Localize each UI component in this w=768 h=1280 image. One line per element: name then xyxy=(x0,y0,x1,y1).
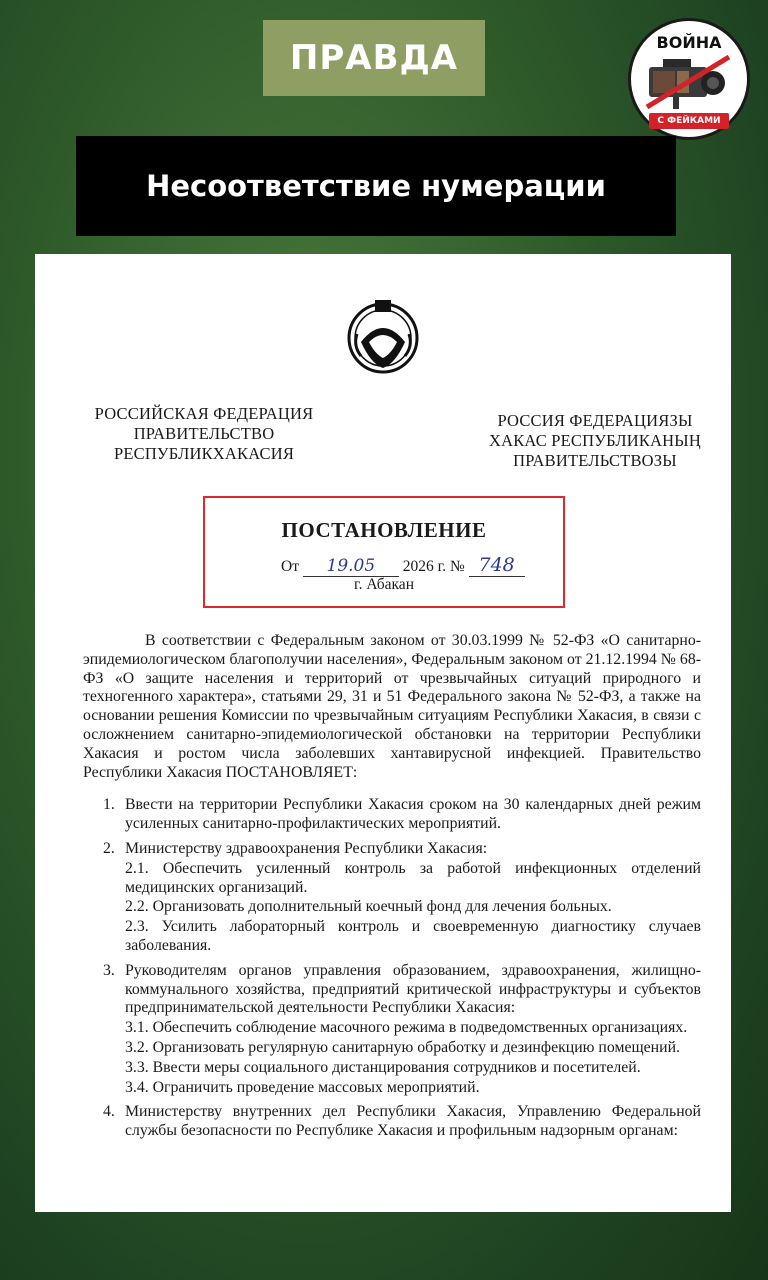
header-right-line: ХАКАС РЕСПУБЛИКАНЫҢ xyxy=(488,431,702,450)
item-text: Руководителям органов управления образованием, здравоохранения, жилищно-коммунального хозяйства, предприятий критической инфраструктуры и субъектов предпринимательской деятельности Республики Хакасия: xyxy=(125,961,701,1017)
item-text: Ввести на территории Республики Хакасия сроком на 30 календарных дней режим усиленных санитарно-профилактических мероприятий. xyxy=(125,796,701,833)
decree-item xyxy=(83,1103,701,1141)
decree-item xyxy=(83,840,701,956)
decree-document xyxy=(35,254,731,1212)
item-number: 2. xyxy=(103,839,115,857)
header-right xyxy=(485,411,705,471)
logo-title: ВОЙНА xyxy=(656,33,722,52)
header-right-line: ПРАВИТЕЛЬСТВОЗЫ xyxy=(513,451,677,470)
city: г. Абакан xyxy=(353,576,414,593)
coat-of-arms-icon xyxy=(347,294,419,382)
headline: Несоответствие нумерации xyxy=(76,136,676,236)
header-left-line: РОССИЙСКАЯ ФЕДЕРАЦИЯ xyxy=(94,404,314,423)
logo-subtitle: С ФЕЙКАМИ xyxy=(649,113,729,129)
item-text: Министерству внутренних дел Республики Хакасия, Управлению Федеральной службы безопасности по Республике Хакасия и профильным надзорным органам: xyxy=(125,1103,701,1140)
sub-item: 2.2. Организовать дополнительный коечный фонд для лечения больных. xyxy=(125,898,612,916)
sub-item: 3.2. Организовать регулярную санитарную обработку и дезинфекцию помещений. xyxy=(125,1038,680,1056)
sub-item: 3.4. Ограничить проведение массовых мероприятий. xyxy=(125,1078,480,1096)
date-prefix: От xyxy=(281,558,299,575)
item-number: 1. xyxy=(103,796,115,814)
header-left-line: РЕСПУБЛИКХАКАСИЯ xyxy=(113,444,295,463)
handwritten-date: 19.05 xyxy=(303,556,399,577)
handwritten-number: 748 xyxy=(469,554,525,577)
date-number-line xyxy=(281,554,525,577)
item-text: Министерству здравоохранения Республики Хакасия: xyxy=(125,839,488,857)
item-number: 4. xyxy=(103,1103,115,1121)
verdict-badge: ПРАВДА xyxy=(263,20,485,96)
sub-item: 3.1. Обеспечить соблюдение масочного режима в подведомственных организациях. xyxy=(125,1019,688,1037)
number-prefix: № xyxy=(449,558,465,575)
sub-item: 2.3. Усилить лабораторный контроль и своевременную диагностику случаев заболевания. xyxy=(125,918,701,954)
decree-item xyxy=(83,796,701,834)
decree-body xyxy=(83,632,701,1141)
war-on-fakes-logo xyxy=(628,18,750,140)
header-left xyxy=(89,404,319,464)
preamble: В соответствии с Федеральным законом от 30.03.1999 № 52-ФЗ «О санитарно-эпидемиологическом благополучии населения», Федеральным законом от 21.12.1994 № 68-ФЗ «О защите населения и территорий от чрезвычайных ситуаций природного и техногенного характера», статьями 29, 31 и 51 Федерального закона № 52-ФЗ, а также на основании решения Комиссии по чрезвычайным ситуациям Республики Хакасия, в связи с осложнением санитарно-эпидемиологической обстановки на территории Республики Хакасия и ростом числа заболевших хантавирусной инфекцией. Правительство Республики Хакасия ПОСТАНОВЛЯЕТ: xyxy=(83,632,701,781)
decree-items xyxy=(83,796,701,1141)
item-number: 3. xyxy=(103,961,115,979)
header-left-line: ПРАВИТЕЛЬСТВО xyxy=(133,424,275,443)
year-text: 2026 г. xyxy=(402,558,447,575)
highlight-box xyxy=(203,496,565,608)
sub-item: 2.1. Обеспечить усиленный контроль за работой инфекционных отделений медицинских организаций. xyxy=(125,859,701,896)
sub-item: 3.3. Ввести меры социального дистанцирования сотрудников и посетителей. xyxy=(125,1058,641,1076)
camera-icon xyxy=(643,53,735,111)
header-right-line: РОССИЯ ФЕДЕРАЦИЯЗЫ xyxy=(497,411,693,430)
decree-item xyxy=(83,962,701,1098)
decree-title: ПОСТАНОВЛЕНИЕ xyxy=(281,518,487,542)
